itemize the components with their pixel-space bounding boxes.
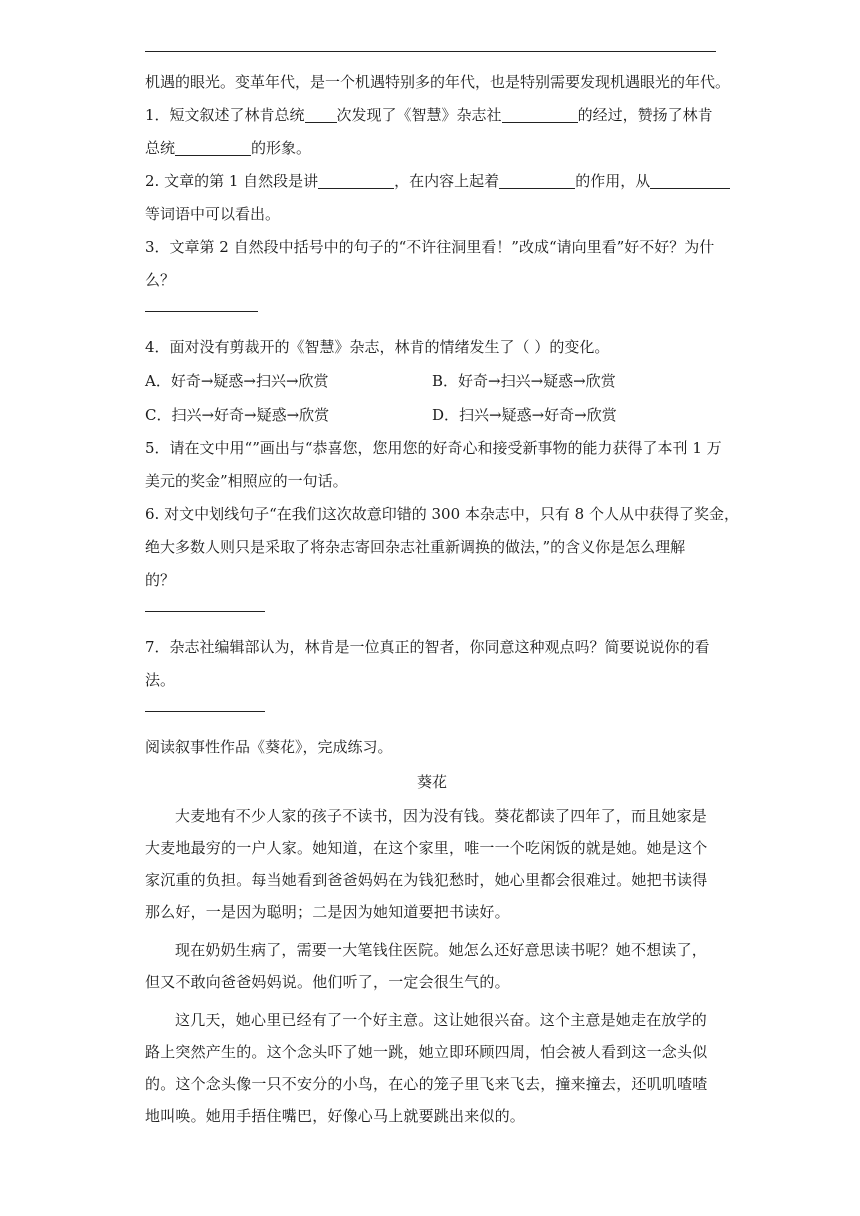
q1-blank-count[interactable]: [305, 104, 337, 123]
q1-text-c: 的经过，赞扬了林肯: [577, 106, 713, 124]
q2-blank-words[interactable]: [650, 170, 730, 189]
question-6-line-2: 绝大多数人则只是采取了将杂志寄回杂志社重新调换的做法，”的含义你是怎么理解: [145, 538, 686, 556]
q1-blank-image[interactable]: [175, 137, 251, 156]
answer-line-q3[interactable]: [145, 297, 719, 331]
q2-text-c: 的作用，从: [575, 172, 651, 190]
question-2-line-1: [145, 165, 719, 198]
q1-text-b: 次发现了《智慧》杂志社: [336, 106, 502, 124]
question-5-line-2: 美元的奖金”相照应的一句话。: [145, 472, 348, 490]
question-4-stem: 4．面对没有剪裁开的《智慧》杂志，林肯的情绪发生了（ ）的变化。: [145, 338, 610, 356]
question-3-line-1: 3．文章第 2 自然段中括号中的句子的“不许往洞里看！”改成“请向里看”好不好？为什: [145, 238, 715, 256]
question-3-line-2: 么？: [145, 271, 176, 289]
header-rule: [145, 51, 716, 52]
intro-line: 机遇的眼光。变革年代，是一个机遇特别多的年代，也是特别需要发现机遇眼光的年代。: [145, 73, 731, 91]
q4-option-a[interactable]: A．好奇→疑惑→扫兴→欣赏: [145, 372, 329, 390]
q4-option-d[interactable]: D．扫兴→疑惑→好奇→欣赏: [432, 406, 617, 424]
q1-blank-event[interactable]: [502, 104, 578, 123]
reading-intro: 阅读叙事性作品《葵花》，完成练习。: [145, 738, 393, 756]
story-title: 葵花: [416, 773, 447, 791]
question-1-line-2: [145, 132, 719, 165]
question-2-line-2: 等词语中可以看出。: [145, 205, 281, 223]
q1-text-d: 总统: [145, 139, 176, 157]
story-paragraph-1: 大麦地有不少人家的孩子不读书，因为没有钱。葵花都读了四年了，而且她家是大麦地最穷的一户人家。她知道，在这个家里，唯一一个吃闲饭的就是她。她是这个家沉重的负担。每当她看到爸爸妈妈在为钱犯愁时，她心里都会很难过。她把书读得那么好，一是因为聪明；二是因为她知道要把书读好。: [145, 807, 708, 921]
question-5-line-1: 5．请在文中用“”画出与“恭喜您，您用您的好奇心和接受新事物的能力获得了本刊 1 万: [145, 439, 722, 457]
answer-line-q6[interactable]: [145, 597, 719, 631]
question-1-line-1: [145, 99, 719, 132]
q2-blank-function[interactable]: [499, 170, 575, 189]
question-6-line-3: 的？: [145, 571, 176, 589]
q4-options-row-2: [145, 398, 719, 432]
q4-option-b[interactable]: B．好奇→扫兴→疑惑→欣赏: [432, 372, 616, 390]
question-7-line-1: 7．杂志社编辑部认为，林肯是一位真正的智者，你同意这种观点吗？简要说说你的看: [145, 638, 710, 656]
q2-text-b: ，在内容上起着: [394, 172, 500, 190]
q2-text-a: 2. 文章的第 1 自然段是讲: [145, 172, 319, 190]
question-6-line-1: 6. 对文中划线句子“在我们这次故意印错的 300 本杂志中，只有 8 个人从中获得了奖金，: [145, 505, 739, 523]
q1-text-e: 的形象。: [251, 139, 312, 157]
q2-blank-topic[interactable]: [318, 170, 394, 189]
q1-text-a: 1．短文叙述了林肯总统: [145, 106, 305, 124]
answer-line-q7[interactable]: [145, 697, 719, 731]
page-content: [145, 66, 739, 1132]
q4-options-row-1: [145, 364, 719, 398]
story-paragraph-2: 现在奶奶生病了，需要一大笔钱住医院。她怎么还好意思读书呢？她不想读了，但又不敢向爸爸妈妈说。他们听了，一定会很生气的。: [145, 941, 708, 991]
q4-option-c[interactable]: C．扫兴→好奇→疑惑→欣赏: [145, 406, 330, 424]
question-7-line-2: 法。: [145, 671, 176, 689]
story-paragraph-3: 这几天，她心里已经有了一个好主意。这让她很兴奋。这个主意是她走在放学的路上突然产生的。这个念头吓了她一跳，她立即环顾四周，怕会被人看到这一念头似的。这个念头像一只不安分的小鸟，在心的笼子里飞来飞去，撞来撞去，还叽叽喳喳地叫唤。她用手捂住嘴巴，好像心马上就要跳出来似的。: [145, 1011, 708, 1125]
